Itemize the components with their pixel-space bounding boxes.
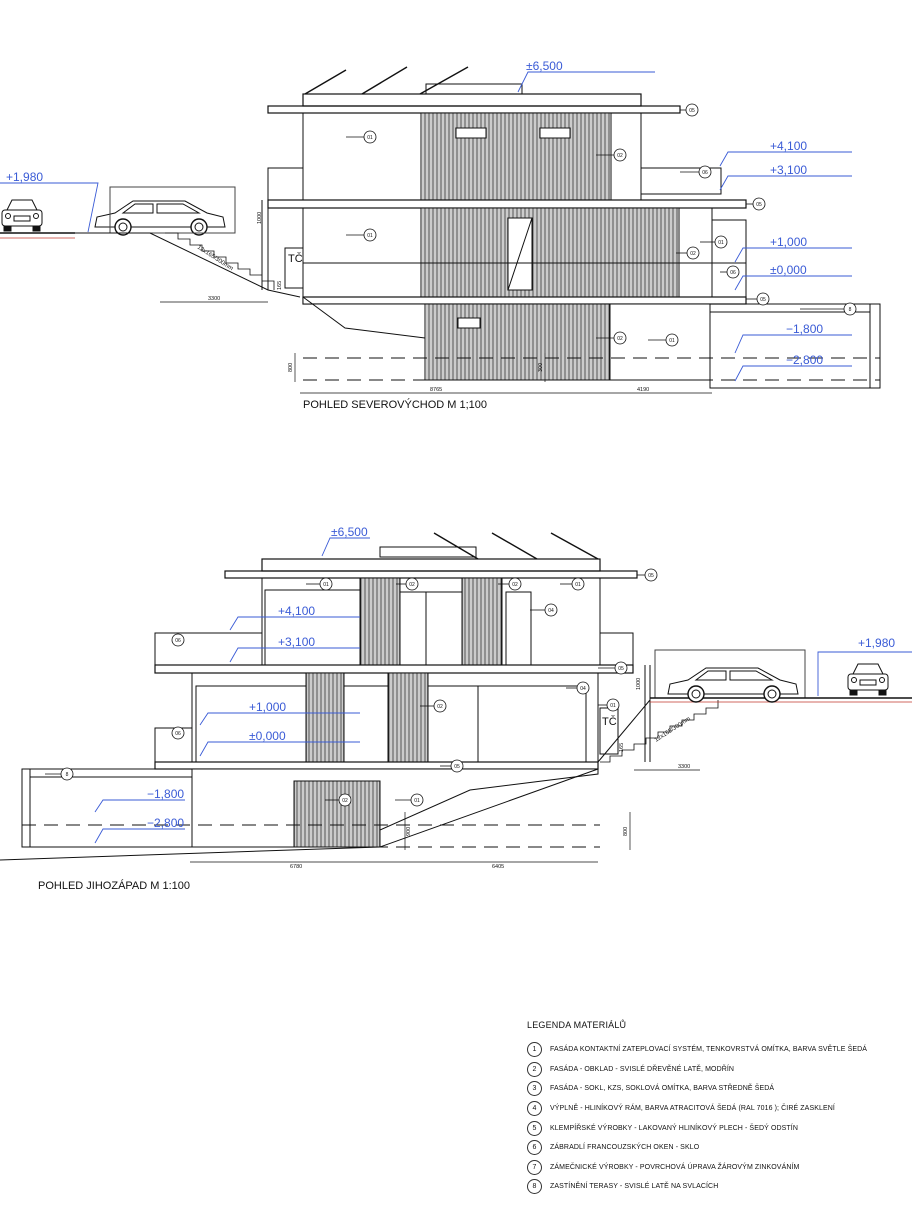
- tag-text: 05: [756, 202, 762, 208]
- tag-text: 01: [718, 240, 724, 246]
- tag-text: 02: [690, 251, 696, 257]
- heat-pump-label: TČ: [288, 253, 303, 265]
- tag-text: 05: [618, 666, 624, 672]
- view-title: POHLED JIHOZÁPAD M 1:100: [38, 880, 191, 892]
- car-side-icon: [668, 668, 798, 702]
- view-title: POHLED SEVEROVÝCHOD M 1;100: [303, 399, 488, 411]
- level-label: −1,800: [147, 787, 185, 801]
- dimension: 6405: [492, 864, 505, 870]
- dimension: 1000: [636, 677, 642, 690]
- legend-item: [527, 1138, 897, 1158]
- level-label: ±6,500: [526, 59, 563, 73]
- dimension: 8765: [430, 387, 443, 393]
- tag-text: 02: [617, 336, 623, 342]
- tag-text: 01: [669, 338, 675, 344]
- legend-text: VÝPLNĚ - HLINÍKOVÝ RÁM, BARVA ATRACITOVÁ ŠEDÁ (RAL 7016 ); ČIRÉ ZASKLENÍ: [550, 1105, 835, 1113]
- tag-text: 06: [730, 270, 736, 276]
- legend-text: FASÁDA KONTAKTNÍ ZATEPLOVACÍ SYSTÉM, TENKOVRSTVÁ OMÍTKA, BARVA SVĚTLE ŠEDÁ: [550, 1046, 868, 1054]
- tag-text: 06: [175, 638, 181, 644]
- dimension: 900: [406, 826, 412, 836]
- tag-text: 05: [454, 764, 460, 770]
- tag-text: 04: [580, 686, 586, 692]
- level-label: ±0,000: [770, 263, 807, 277]
- tag-text: 02: [409, 582, 415, 588]
- tag-text: 05: [760, 297, 766, 303]
- level-label: −1,800: [786, 322, 824, 336]
- tag-text: 02: [342, 798, 348, 804]
- dimension: 800: [623, 826, 629, 836]
- legend-text: KLEMPÍŘSKÉ VÝROBKY - LAKOVANÝ HLINÍKOVÝ PLECH - ŠEDÝ ODSTÍN: [550, 1124, 798, 1132]
- legend-item: [527, 1118, 897, 1138]
- car-front-icon: [2, 200, 42, 231]
- level-label: +4,100: [278, 604, 316, 618]
- tag-text: 8: [65, 772, 69, 778]
- dimension: 3300: [208, 296, 221, 302]
- tag-text: 02: [512, 582, 518, 588]
- tag-text: 8: [848, 307, 852, 313]
- level-label: +1,000: [249, 700, 287, 714]
- legend-number: 3: [527, 1081, 542, 1096]
- dimension: 4190: [637, 387, 650, 393]
- level-label: +4,100: [770, 139, 808, 153]
- heat-pump-label: TČ: [602, 716, 617, 728]
- level-label: −2,800: [786, 353, 824, 367]
- dimension: 3300: [678, 764, 691, 770]
- dimension: 165: [277, 280, 283, 290]
- legend-number: 5: [527, 1121, 542, 1136]
- dimension: 165: [619, 742, 625, 752]
- view-northeast: [0, 67, 880, 393]
- tag-text: 05: [689, 108, 695, 114]
- tag-text: 06: [175, 731, 181, 737]
- level-label: −2,800: [147, 816, 185, 830]
- legend-item: [527, 1079, 897, 1099]
- dimension: 800: [288, 362, 294, 372]
- tag-text: 01: [367, 135, 373, 141]
- dimension: 1000: [257, 211, 263, 224]
- tag-text: 01: [414, 798, 420, 804]
- legend-number: 4: [527, 1101, 542, 1116]
- level-label: +1,980: [858, 636, 896, 650]
- tag-text: 01: [575, 582, 581, 588]
- dimension: 6780: [290, 864, 303, 870]
- view-southwest: [0, 533, 912, 862]
- level-label: +1,980: [6, 170, 44, 184]
- legend-text: ZÁBRADLÍ FRANCOUZSKÝCH OKEN - SKLO: [550, 1144, 700, 1152]
- legend-number: 7: [527, 1160, 542, 1175]
- tag-text: 02: [617, 153, 623, 159]
- legend-number: 2: [527, 1062, 542, 1077]
- tag-text: 02: [437, 704, 443, 710]
- level-label: ±0,000: [249, 729, 286, 743]
- tag-text: 05: [648, 573, 654, 579]
- stair-label: 12x165/300mm: [195, 244, 234, 273]
- tag-text: 04: [548, 608, 554, 614]
- tag-text: 01: [323, 582, 329, 588]
- level-label: ±6,500: [331, 525, 368, 539]
- level-label: +3,100: [278, 635, 316, 649]
- car-front-icon: [848, 664, 888, 695]
- legend-item: [527, 1040, 897, 1060]
- level-label: +3,100: [770, 163, 808, 177]
- legend-text: FASÁDA - OBKLAD - SVISLÉ DŘEVĚNÉ LATĚ, MODŘÍN: [550, 1065, 735, 1073]
- materials-legend: [527, 1020, 897, 1197]
- legend-title: LEGENDA MATERIÁLŮ: [527, 1020, 627, 1030]
- legend-item: [527, 1060, 897, 1080]
- legend-text: ZÁMEČNICKÉ VÝROBKY - POVRCHOVÁ ÚPRAVA ŽÁROVÝM ZINKOVÁNÍM: [550, 1163, 800, 1171]
- legend-text: FASÁDA - SOKL, KZS, SOKLOVÁ OMÍTKA, BARVA STŘEDNĚ ŠEDÁ: [550, 1085, 775, 1093]
- car-side-icon: [95, 201, 225, 235]
- legend-item: [527, 1158, 897, 1178]
- tag-text: 06: [702, 170, 708, 176]
- level-label: +1,000: [770, 235, 808, 249]
- legend-text: ZASTÍNĚNÍ TERASY - SVISLÉ LATĚ NA SVLACÍCH: [550, 1183, 719, 1191]
- dimension: 300: [538, 362, 544, 372]
- legend-item: [527, 1099, 897, 1119]
- legend-number: 1: [527, 1042, 542, 1057]
- legend-list: [527, 1040, 897, 1197]
- tag-text: 01: [610, 703, 616, 709]
- legend-number: 6: [527, 1140, 542, 1155]
- stair-label: 12x165/300mm: [653, 716, 692, 744]
- legend-number: 8: [527, 1179, 542, 1194]
- tag-text: 01: [367, 233, 373, 239]
- legend-item: [527, 1177, 897, 1197]
